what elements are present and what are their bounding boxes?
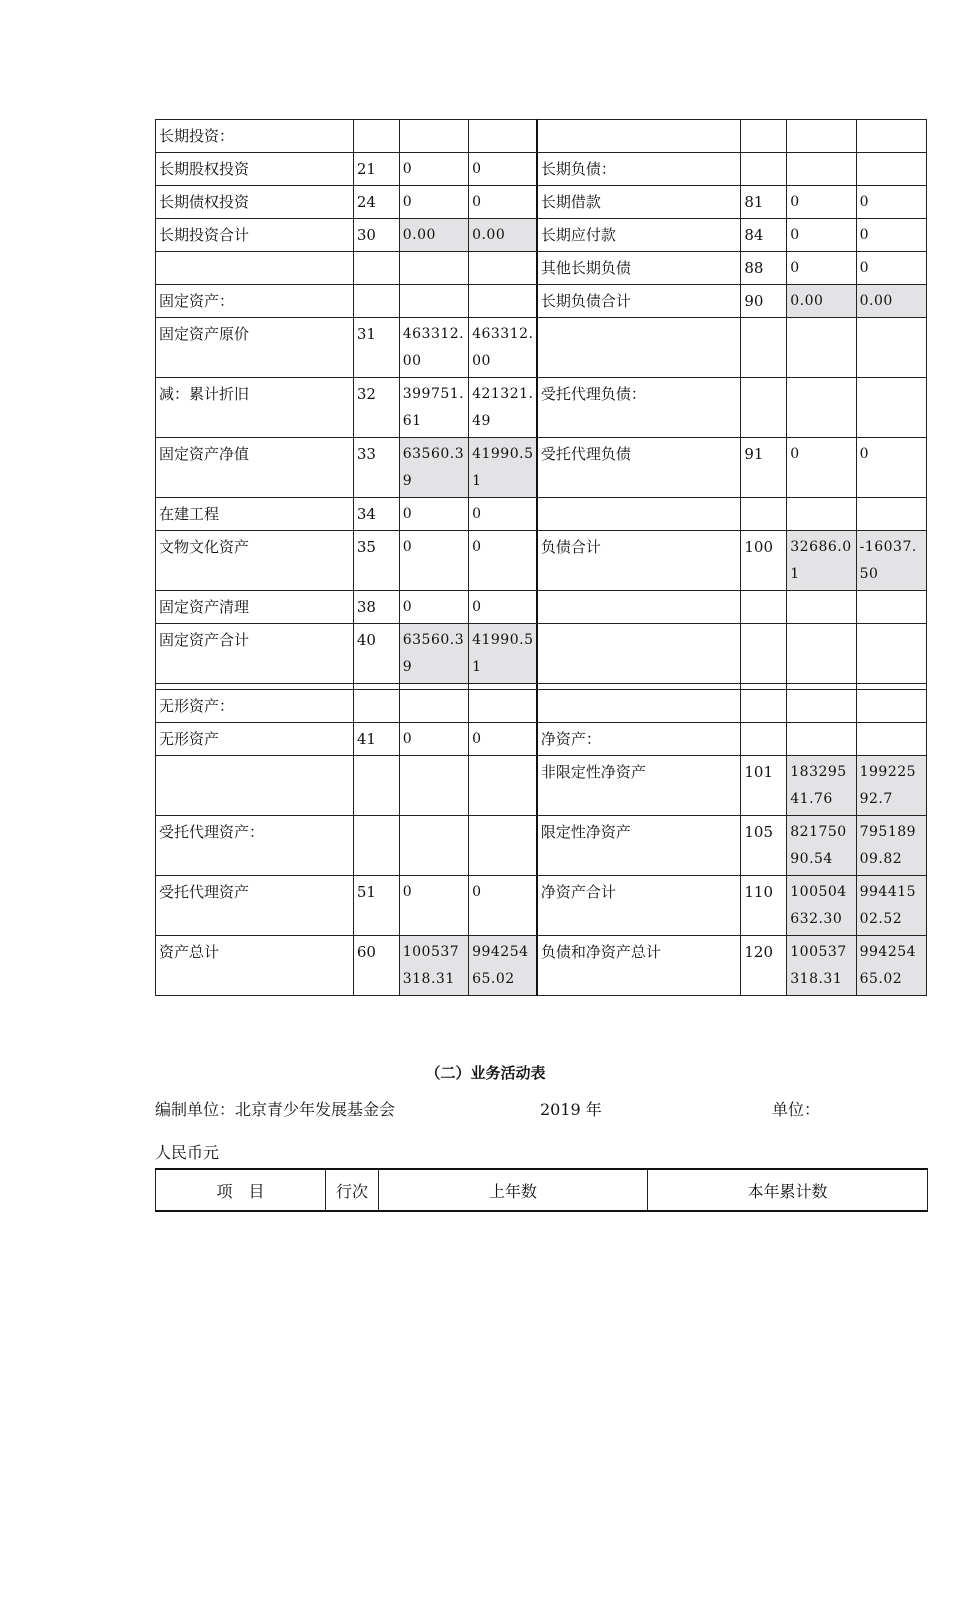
liability-current-value-cell: 79518909.82 bbox=[856, 816, 926, 876]
asset-current-value-cell: 0 bbox=[469, 186, 537, 219]
liability-line-no-cell bbox=[741, 120, 787, 153]
asset-current-value-cell bbox=[469, 690, 537, 723]
asset-prior-value-cell: 63560.39 bbox=[399, 438, 468, 498]
liability-current-value-cell: 0 bbox=[856, 438, 926, 498]
liability-item-cell: 长期应付款 bbox=[537, 219, 741, 252]
table-row bbox=[156, 318, 927, 378]
asset-prior-value-cell: 399751.61 bbox=[399, 378, 468, 438]
liability-prior-value-cell bbox=[787, 120, 856, 153]
table-row bbox=[156, 252, 927, 285]
liability-line-no-cell bbox=[741, 318, 787, 378]
asset-prior-value-cell: 0 bbox=[399, 186, 468, 219]
table-row bbox=[156, 591, 927, 624]
liability-line-no-cell bbox=[741, 498, 787, 531]
liability-prior-value-cell bbox=[787, 624, 856, 684]
activity-table bbox=[155, 1168, 928, 1212]
liability-prior-value-cell: 0 bbox=[787, 186, 856, 219]
liability-prior-value-cell: 0 bbox=[787, 252, 856, 285]
liability-item-cell bbox=[537, 591, 741, 624]
activity-title: （二）业务活动表 bbox=[425, 1064, 546, 1082]
asset-line-no-cell bbox=[353, 252, 399, 285]
table-row bbox=[156, 816, 927, 876]
liability-prior-value-cell bbox=[787, 723, 856, 756]
asset-line-no-cell: 32 bbox=[353, 378, 399, 438]
liability-item-cell: 长期负债合计 bbox=[537, 285, 741, 318]
liability-item-cell: 受托代理负债 bbox=[537, 438, 741, 498]
asset-current-value-cell bbox=[469, 756, 537, 816]
header-prior-year: 上年数 bbox=[379, 1169, 648, 1211]
asset-line-no-cell: 51 bbox=[353, 876, 399, 936]
liability-current-value-cell bbox=[856, 318, 926, 378]
liability-item-cell bbox=[537, 120, 741, 153]
liability-prior-value-cell: 0.00 bbox=[787, 285, 856, 318]
liability-prior-value-cell bbox=[787, 318, 856, 378]
liability-item-cell: 限定性净资产 bbox=[537, 816, 741, 876]
asset-current-value-cell bbox=[469, 816, 537, 876]
table-row bbox=[156, 723, 927, 756]
asset-current-value-cell: 0 bbox=[469, 153, 537, 186]
liability-current-value-cell: 0 bbox=[856, 252, 926, 285]
asset-current-value-cell: 41990.51 bbox=[469, 624, 537, 684]
asset-current-value-cell: 0 bbox=[469, 531, 537, 591]
liability-item-cell: 长期负债： bbox=[537, 153, 741, 186]
asset-current-value-cell bbox=[469, 285, 537, 318]
table-row bbox=[156, 531, 927, 591]
liability-item-cell: 净资产： bbox=[537, 723, 741, 756]
asset-line-no-cell: 38 bbox=[353, 591, 399, 624]
asset-current-value-cell: 0 bbox=[469, 876, 537, 936]
currency-unit-value: 人民币元 bbox=[155, 1143, 220, 1162]
liability-line-no-cell bbox=[741, 153, 787, 186]
asset-prior-value-cell bbox=[399, 285, 468, 318]
header-line-no: 行次 bbox=[326, 1169, 379, 1211]
liability-current-value-cell bbox=[856, 723, 926, 756]
asset-prior-value-cell bbox=[399, 252, 468, 285]
asset-prior-value-cell: 100537318.31 bbox=[399, 936, 468, 996]
liability-prior-value-cell bbox=[787, 690, 856, 723]
liability-item-cell: 非限定性净资产 bbox=[537, 756, 741, 816]
liability-current-value-cell: 19922592.7 bbox=[856, 756, 926, 816]
liability-prior-value-cell: 0 bbox=[787, 438, 856, 498]
liability-line-no-cell bbox=[741, 690, 787, 723]
asset-item-cell: 减：累计折旧 bbox=[156, 378, 354, 438]
asset-prior-value-cell: 0.00 bbox=[399, 219, 468, 252]
liability-line-no-cell bbox=[741, 723, 787, 756]
liability-line-no-cell bbox=[741, 624, 787, 684]
asset-current-value-cell: 99425465.02 bbox=[469, 936, 537, 996]
table-row bbox=[156, 690, 927, 723]
table-row bbox=[156, 438, 927, 498]
liability-line-no-cell: 81 bbox=[741, 186, 787, 219]
asset-prior-value-cell: 0 bbox=[399, 876, 468, 936]
asset-prior-value-cell: 63560.39 bbox=[399, 624, 468, 684]
liability-current-value-cell: 99441502.52 bbox=[856, 876, 926, 936]
liability-prior-value-cell: 0 bbox=[787, 219, 856, 252]
asset-line-no-cell: 40 bbox=[353, 624, 399, 684]
asset-item-cell: 在建工程 bbox=[156, 498, 354, 531]
liability-line-no-cell: 90 bbox=[741, 285, 787, 318]
liability-current-value-cell bbox=[856, 120, 926, 153]
liability-line-no-cell: 91 bbox=[741, 438, 787, 498]
asset-line-no-cell: 30 bbox=[353, 219, 399, 252]
asset-line-no-cell bbox=[353, 816, 399, 876]
asset-item-cell: 固定资产净值 bbox=[156, 438, 354, 498]
table-row bbox=[156, 120, 927, 153]
liability-prior-value-cell bbox=[787, 591, 856, 624]
asset-line-no-cell bbox=[353, 120, 399, 153]
liability-line-no-cell: 120 bbox=[741, 936, 787, 996]
asset-current-value-cell: 0 bbox=[469, 498, 537, 531]
liability-item-cell: 负债合计 bbox=[537, 531, 741, 591]
asset-prior-value-cell: 0 bbox=[399, 723, 468, 756]
asset-item-cell bbox=[156, 252, 354, 285]
liability-item-cell: 长期借款 bbox=[537, 186, 741, 219]
liability-prior-value-cell bbox=[787, 153, 856, 186]
table-row bbox=[156, 186, 927, 219]
asset-line-no-cell bbox=[353, 756, 399, 816]
liability-item-cell bbox=[537, 318, 741, 378]
asset-prior-value-cell: 0 bbox=[399, 591, 468, 624]
table-row bbox=[156, 756, 927, 816]
currency-unit-label: 单位： bbox=[772, 1100, 821, 1119]
liability-line-no-cell: 105 bbox=[741, 816, 787, 876]
asset-item-cell: 长期投资合计 bbox=[156, 219, 354, 252]
liability-current-value-cell bbox=[856, 690, 926, 723]
liability-current-value-cell bbox=[856, 153, 926, 186]
asset-line-no-cell: 33 bbox=[353, 438, 399, 498]
liability-current-value-cell: -16037.50 bbox=[856, 531, 926, 591]
asset-line-no-cell: 34 bbox=[353, 498, 399, 531]
table-row bbox=[156, 285, 927, 318]
asset-prior-value-cell: 463312.00 bbox=[399, 318, 468, 378]
asset-current-value-cell: 463312.00 bbox=[469, 318, 537, 378]
asset-current-value-cell: 0 bbox=[469, 723, 537, 756]
liability-item-cell bbox=[537, 498, 741, 531]
asset-prior-value-cell: 0 bbox=[399, 498, 468, 531]
asset-prior-value-cell: 0 bbox=[399, 531, 468, 591]
liability-item-cell: 受托代理负债： bbox=[537, 378, 741, 438]
liability-item-cell: 净资产合计 bbox=[537, 876, 741, 936]
table-row bbox=[156, 936, 927, 996]
liability-item-cell bbox=[537, 690, 741, 723]
liability-line-no-cell: 100 bbox=[741, 531, 787, 591]
liability-line-no-cell: 101 bbox=[741, 756, 787, 816]
asset-current-value-cell: 0.00 bbox=[469, 219, 537, 252]
liability-line-no-cell: 84 bbox=[741, 219, 787, 252]
liability-prior-value-cell: 100504632.30 bbox=[787, 876, 856, 936]
liability-line-no-cell bbox=[741, 378, 787, 438]
asset-item-cell: 固定资产原价 bbox=[156, 318, 354, 378]
liability-current-value-cell: 0.00 bbox=[856, 285, 926, 318]
liability-current-value-cell: 0 bbox=[856, 186, 926, 219]
asset-line-no-cell: 31 bbox=[353, 318, 399, 378]
asset-prior-value-cell bbox=[399, 120, 468, 153]
table-row bbox=[156, 219, 927, 252]
liability-current-value-cell bbox=[856, 624, 926, 684]
liability-line-no-cell bbox=[741, 591, 787, 624]
report-year: 2019 年 bbox=[540, 1100, 602, 1119]
asset-prior-value-cell bbox=[399, 756, 468, 816]
asset-current-value-cell bbox=[469, 252, 537, 285]
liability-item-cell bbox=[537, 624, 741, 684]
activity-header-row bbox=[156, 1169, 928, 1211]
liability-prior-value-cell: 82175090.54 bbox=[787, 816, 856, 876]
asset-item-cell: 受托代理资产： bbox=[156, 816, 354, 876]
liability-prior-value-cell bbox=[787, 498, 856, 531]
liability-current-value-cell: 0 bbox=[856, 219, 926, 252]
asset-item-cell: 固定资产清理 bbox=[156, 591, 354, 624]
asset-item-cell: 文物文化资产 bbox=[156, 531, 354, 591]
asset-current-value-cell: 0 bbox=[469, 591, 537, 624]
liability-line-no-cell: 110 bbox=[741, 876, 787, 936]
liability-item-cell: 其他长期负债 bbox=[537, 252, 741, 285]
table-row bbox=[156, 624, 927, 684]
liability-prior-value-cell bbox=[787, 378, 856, 438]
asset-item-cell: 长期债权投资 bbox=[156, 186, 354, 219]
liability-line-no-cell: 88 bbox=[741, 252, 787, 285]
table-row bbox=[156, 378, 927, 438]
asset-prior-value-cell: 0 bbox=[399, 153, 468, 186]
asset-prior-value-cell bbox=[399, 816, 468, 876]
asset-current-value-cell: 421321.49 bbox=[469, 378, 537, 438]
asset-item-cell: 长期投资： bbox=[156, 120, 354, 153]
asset-line-no-cell bbox=[353, 690, 399, 723]
asset-line-no-cell: 24 bbox=[353, 186, 399, 219]
asset-item-cell: 资产总计 bbox=[156, 936, 354, 996]
asset-prior-value-cell bbox=[399, 690, 468, 723]
liability-prior-value-cell: 100537318.31 bbox=[787, 936, 856, 996]
asset-current-value-cell: 41990.51 bbox=[469, 438, 537, 498]
liability-current-value-cell: 99425465.02 bbox=[856, 936, 926, 996]
table-row bbox=[156, 498, 927, 531]
liability-current-value-cell bbox=[856, 591, 926, 624]
table-row bbox=[156, 153, 927, 186]
header-item: 项 目 bbox=[156, 1169, 326, 1211]
balance-sheet-table bbox=[155, 119, 927, 996]
asset-current-value-cell bbox=[469, 120, 537, 153]
liability-prior-value-cell: 32686.01 bbox=[787, 531, 856, 591]
asset-line-no-cell: 35 bbox=[353, 531, 399, 591]
prepared-by-label: 编制单位：北京青少年发展基金会 bbox=[155, 1100, 396, 1119]
asset-line-no-cell: 41 bbox=[353, 723, 399, 756]
liability-current-value-cell bbox=[856, 498, 926, 531]
liability-prior-value-cell: 18329541.76 bbox=[787, 756, 856, 816]
table-row bbox=[156, 876, 927, 936]
asset-item-cell bbox=[156, 756, 354, 816]
header-current-year: 本年累计数 bbox=[648, 1169, 928, 1211]
asset-line-no-cell bbox=[353, 285, 399, 318]
asset-item-cell: 无形资产 bbox=[156, 723, 354, 756]
asset-item-cell: 固定资产： bbox=[156, 285, 354, 318]
asset-line-no-cell: 60 bbox=[353, 936, 399, 996]
liability-item-cell: 负债和净资产总计 bbox=[537, 936, 741, 996]
liability-current-value-cell bbox=[856, 378, 926, 438]
asset-line-no-cell: 21 bbox=[353, 153, 399, 186]
asset-item-cell: 长期股权投资 bbox=[156, 153, 354, 186]
asset-item-cell: 受托代理资产 bbox=[156, 876, 354, 936]
asset-item-cell: 无形资产： bbox=[156, 690, 354, 723]
asset-item-cell: 固定资产合计 bbox=[156, 624, 354, 684]
